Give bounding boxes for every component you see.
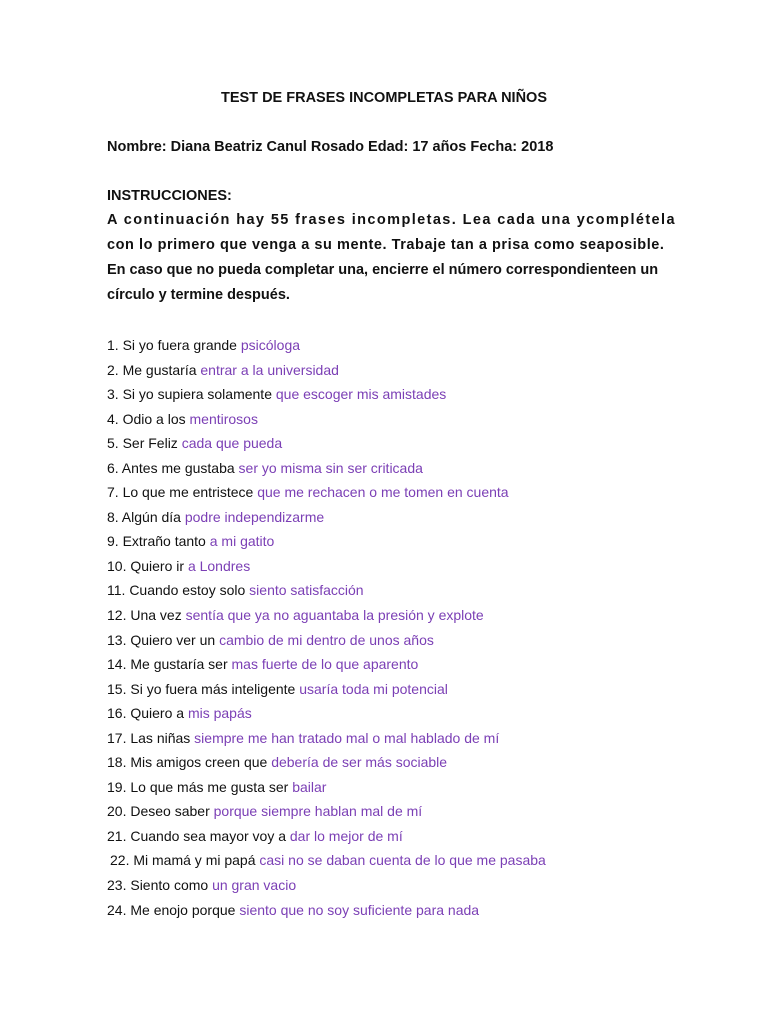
sentence-item <box>107 875 546 900</box>
sentence-answer: cambio de mi dentro de unos años <box>219 631 434 648</box>
sentence-answer: dar lo mejor de mí <box>289 827 403 844</box>
sentence-prompt: 21. Cuando sea mayor voy a <box>107 827 290 844</box>
sentence-item <box>107 826 546 851</box>
sentence-prompt: 23. Siento como <box>107 877 213 894</box>
sentence-prompt: 4. Odio a los <box>107 410 190 427</box>
sentence-item <box>107 384 546 409</box>
sentence-item <box>107 409 546 434</box>
sentence-answer: debería de ser más sociable <box>271 754 448 771</box>
sentence-answer: un gran vacio <box>212 877 297 894</box>
sentence-prompt: 10. Quiero ir <box>107 557 188 574</box>
sentence-item <box>107 679 546 704</box>
instructions-line: En caso que no pueda completar una, encierre el número correspondienteen un <box>107 262 659 278</box>
sentence-prompt: 24. Me enojo porque <box>107 901 240 918</box>
sentence-prompt: 2. Me gustaría <box>107 361 201 378</box>
sentence-item <box>107 752 546 777</box>
sentence-item <box>107 482 546 507</box>
sentence-prompt: 9. Extraño tanto <box>107 533 210 550</box>
sentence-prompt: 15. Si yo fuera más inteligente <box>107 680 300 697</box>
sentence-answer: que escoger mis amistades <box>275 386 447 403</box>
sentence-answer: entrar a la universidad <box>200 361 339 378</box>
instructions-heading: INSTRUCCIONES: <box>107 188 232 204</box>
sentence-item <box>107 556 546 581</box>
sentence-prompt: 18. Mis amigos creen que <box>107 754 272 771</box>
sentence-prompt: 11. Cuando estoy solo <box>107 582 250 599</box>
student-info-line: Nombre: Diana Beatriz Canul Rosado Edad: 17 años Fecha: 2018 <box>107 139 554 155</box>
sentence-item <box>107 728 546 753</box>
sentence-prompt: 20. Deseo saber <box>107 803 214 820</box>
sentence-item <box>107 801 546 826</box>
sentence-answer: ser yo misma sin ser criticada <box>238 459 423 476</box>
instructions-line: A continuación hay 55 frases incompletas. Lea cada una ycomplétela <box>107 212 676 228</box>
sentence-answer: siempre me han tratado mal o mal hablado de mí <box>194 729 500 746</box>
sentence-item <box>107 777 546 802</box>
sentence-answer: que me rechacen o me tomen en cuenta <box>257 484 509 501</box>
sentence-item <box>107 458 546 483</box>
sentence-prompt: 19. Lo que más me gusta ser <box>107 778 293 795</box>
sentence-answer: psicóloga <box>240 337 301 353</box>
sentence-answer: a mi gatito <box>209 533 275 550</box>
sentence-prompt: 22. Mi mamá y mi papá <box>110 852 260 869</box>
sentence-answer: bailar <box>292 778 327 795</box>
sentence-answer: casi no se daban cuenta de lo que me pasaba <box>259 852 546 869</box>
sentence-answer: sentía que ya no aguantaba la presión y explote <box>185 607 484 624</box>
sentence-answer: podre independizarme <box>184 508 325 525</box>
sentence-item <box>107 580 546 605</box>
sentence-prompt: 12. Una vez <box>107 607 186 624</box>
instructions-line: círculo y termine después. <box>107 287 290 303</box>
sentence-item <box>107 850 546 875</box>
sentence-prompt: 8. Algún día <box>107 508 185 525</box>
sentence-item <box>107 630 546 655</box>
sentence-answer: porque siempre hablan mal de mí <box>213 803 423 820</box>
document-title: TEST DE FRASES INCOMPLETAS PARA NIÑOS <box>220 90 547 106</box>
sentence-prompt: 1. Si yo fuera grande <box>107 337 241 353</box>
sentence-item <box>107 531 546 556</box>
sentence-answer: siento que no soy suficiente para nada <box>239 901 480 918</box>
sentence-prompt: 7. Lo que me entristece <box>107 484 258 501</box>
sentence-prompt: 3. Si yo supiera solamente <box>107 386 276 403</box>
sentence-prompt: 6. Antes me gustaba <box>107 459 239 476</box>
sentence-answer: mas fuerte de lo que aparento <box>231 656 419 673</box>
sentence-answer: usaría toda mi potencial <box>299 680 448 697</box>
sentence-answer: siento satisfacción <box>249 582 364 599</box>
sentence-item <box>107 335 546 360</box>
sentence-prompt: 17. Las niñas <box>107 729 195 746</box>
sentence-item <box>107 900 546 925</box>
sentence-prompt: 14. Me gustaría ser <box>107 656 232 673</box>
sentence-answer: mentirosos <box>189 410 258 427</box>
sentence-item <box>107 654 546 679</box>
sentence-item <box>107 605 546 630</box>
sentence-item <box>107 433 546 458</box>
sentence-prompt: 13. Quiero ver un <box>107 631 220 648</box>
sentence-item <box>107 360 546 385</box>
sentence-list <box>107 335 546 924</box>
sentence-answer: a Londres <box>187 557 251 574</box>
sentence-prompt: 16. Quiero a <box>107 705 188 722</box>
sentence-item <box>107 507 546 532</box>
instructions-line: con lo primero que venga a su mente. Trabaje tan a prisa como seaposible. <box>107 237 665 253</box>
sentence-prompt: 5. Ser Feliz <box>107 435 182 452</box>
sentence-answer: cada que pueda <box>181 435 283 452</box>
sentence-item <box>107 703 546 728</box>
sentence-answer: mis papás <box>187 705 252 722</box>
